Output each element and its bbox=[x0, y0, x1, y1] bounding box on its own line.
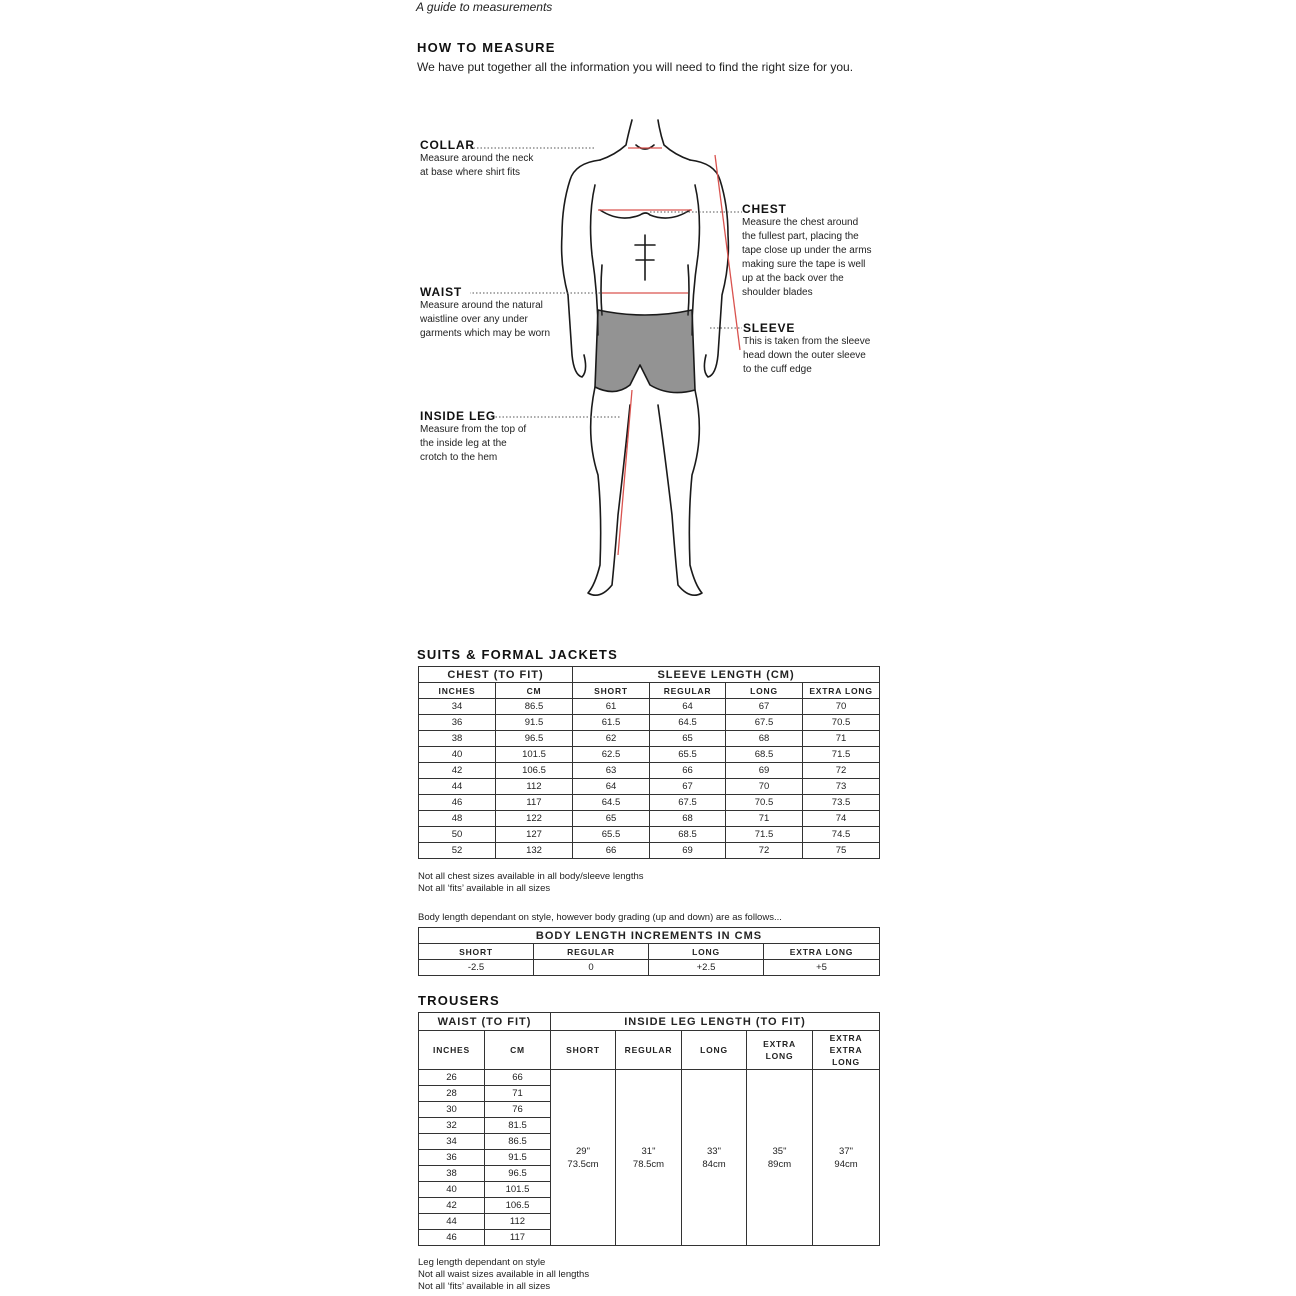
body-length-col-header: REGULAR bbox=[534, 944, 649, 960]
chest-desc-3: tape close up under the arms bbox=[742, 245, 872, 256]
table-cell: 72 bbox=[726, 843, 803, 859]
inside-leg-desc-1: Measure from the top of bbox=[420, 424, 527, 435]
trousers-col-header-line: LONG bbox=[700, 1045, 728, 1055]
table-cell: 69 bbox=[726, 763, 803, 779]
table-cell: 50 bbox=[419, 827, 496, 843]
table-cell: 67.5 bbox=[650, 795, 726, 811]
table-cell: 26 bbox=[419, 1070, 485, 1086]
table-cell: 70.5 bbox=[803, 715, 880, 731]
collar-title: COLLAR bbox=[420, 138, 475, 152]
table-cell: 91.5 bbox=[485, 1150, 551, 1166]
body-length-note: Body length dependant on style, however body grading (up and down) are as follows... bbox=[418, 912, 782, 923]
table-cell: 65.5 bbox=[650, 747, 726, 763]
table-cell: 46 bbox=[419, 795, 496, 811]
waist-desc-2: waistline over any under bbox=[420, 314, 528, 325]
trousers-col-header bbox=[682, 1031, 747, 1070]
trousers-title: TROUSERS bbox=[418, 993, 500, 1008]
leg-length-cm: 84cm bbox=[702, 1158, 726, 1170]
suits-notes bbox=[418, 871, 644, 895]
trousers-note-1: Leg length dependant on style bbox=[418, 1257, 546, 1268]
table-row bbox=[419, 763, 880, 779]
table-cell: 63 bbox=[573, 763, 650, 779]
table-cell: 71.5 bbox=[726, 827, 803, 843]
leg-length-cell bbox=[682, 1070, 747, 1246]
suits-col-header: INCHES bbox=[419, 683, 496, 699]
chest-label bbox=[742, 202, 892, 300]
leg-length-cell bbox=[616, 1070, 682, 1246]
table-cell: 34 bbox=[419, 1134, 485, 1150]
trousers-col-header bbox=[616, 1031, 682, 1070]
table-cell: 66 bbox=[485, 1070, 551, 1086]
table-row bbox=[419, 960, 880, 976]
trousers-col-header-line: EXTRA bbox=[829, 1045, 863, 1055]
suits-col-header: REGULAR bbox=[650, 683, 726, 699]
table-cell: 101.5 bbox=[485, 1182, 551, 1198]
trousers-note-3: Not all ‘fits’ available in all sizes bbox=[418, 1281, 551, 1292]
waist-desc-1: Measure around the natural bbox=[420, 300, 543, 311]
trousers-col-header-line: LONG bbox=[832, 1057, 860, 1067]
chest-desc-1: Measure the chest around bbox=[742, 217, 859, 228]
table-cell: 70 bbox=[726, 779, 803, 795]
table-cell: 42 bbox=[419, 763, 496, 779]
table-cell: 66 bbox=[573, 843, 650, 859]
table-cell: -2.5 bbox=[419, 960, 534, 976]
table-cell: +5 bbox=[764, 960, 880, 976]
table-cell: 65 bbox=[650, 731, 726, 747]
trousers-col-header bbox=[551, 1031, 616, 1070]
inside-leg-title: INSIDE LEG bbox=[420, 409, 497, 423]
table-cell: 64 bbox=[650, 699, 726, 715]
trousers-col-header-line: REGULAR bbox=[624, 1045, 673, 1055]
table-cell: 101.5 bbox=[496, 747, 573, 763]
table-cell: 86.5 bbox=[485, 1134, 551, 1150]
table-cell: 62 bbox=[573, 731, 650, 747]
suits-col-header: CM bbox=[496, 683, 573, 699]
table-cell: 40 bbox=[419, 747, 496, 763]
suits-col-header: LONG bbox=[726, 683, 803, 699]
trousers-group-waist: WAIST (TO FIT) bbox=[419, 1013, 551, 1031]
table-row bbox=[419, 795, 880, 811]
table-cell: 96.5 bbox=[485, 1166, 551, 1182]
leg-length-cm: 94cm bbox=[834, 1158, 858, 1170]
body-length-table bbox=[418, 927, 880, 976]
table-cell: 36 bbox=[419, 1150, 485, 1166]
table-row bbox=[419, 779, 880, 795]
suits-col-header: EXTRA LONG bbox=[803, 683, 880, 699]
table-cell: 64 bbox=[573, 779, 650, 795]
sleeve-desc-2: head down the outer sleeve bbox=[743, 350, 866, 361]
table-cell: 74.5 bbox=[803, 827, 880, 843]
table-cell: 112 bbox=[496, 779, 573, 795]
table-cell: 65.5 bbox=[573, 827, 650, 843]
table-cell: 44 bbox=[419, 1214, 485, 1230]
inside-leg-label bbox=[420, 409, 570, 465]
table-cell: 38 bbox=[419, 1166, 485, 1182]
leg-length-cm: 73.5cm bbox=[567, 1158, 599, 1170]
table-cell: 75 bbox=[803, 843, 880, 859]
table-cell: 48 bbox=[419, 811, 496, 827]
table-cell: 117 bbox=[485, 1230, 551, 1246]
table-cell: 73 bbox=[803, 779, 880, 795]
table-cell: 69 bbox=[650, 843, 726, 859]
table-cell: 71.5 bbox=[803, 747, 880, 763]
trousers-col-header bbox=[813, 1031, 880, 1070]
body-length-col-header: SHORT bbox=[419, 944, 534, 960]
chest-desc-5: up at the back over the bbox=[742, 273, 844, 284]
trousers-size-table bbox=[418, 1012, 880, 1246]
table-cell: 68.5 bbox=[726, 747, 803, 763]
table-cell: 68.5 bbox=[650, 827, 726, 843]
waist-title: WAIST bbox=[420, 285, 462, 299]
table-cell: 42 bbox=[419, 1198, 485, 1214]
table-row bbox=[419, 1070, 880, 1086]
trousers-col-header-line: EXTRA bbox=[763, 1039, 796, 1049]
waist-label bbox=[420, 285, 570, 341]
sleeve-title: SLEEVE bbox=[743, 321, 796, 335]
table-cell: 117 bbox=[496, 795, 573, 811]
table-row bbox=[419, 811, 880, 827]
waist-desc-3: garments which may be worn bbox=[420, 328, 551, 339]
suits-note-1: Not all chest sizes available in all body/sleeve lengths bbox=[418, 871, 644, 882]
page-subtitle: A guide to measurements bbox=[416, 0, 553, 14]
table-cell: 28 bbox=[419, 1086, 485, 1102]
table-cell: 32 bbox=[419, 1118, 485, 1134]
table-cell: 36 bbox=[419, 715, 496, 731]
chest-desc-2: the fullest part, placing the bbox=[742, 231, 859, 242]
trousers-col-header-line: LONG bbox=[765, 1051, 794, 1061]
leg-length-cell bbox=[813, 1070, 880, 1246]
table-cell: 106.5 bbox=[496, 763, 573, 779]
body-length-col-header: LONG bbox=[649, 944, 764, 960]
trousers-col-header-line: CM bbox=[510, 1045, 525, 1055]
table-row bbox=[419, 843, 880, 859]
suits-title: SUITS & FORMAL JACKETS bbox=[417, 647, 618, 662]
collar-label bbox=[420, 138, 570, 180]
suits-col-header: SHORT bbox=[573, 683, 650, 699]
table-cell: 44 bbox=[419, 779, 496, 795]
table-cell: 61.5 bbox=[573, 715, 650, 731]
chest-desc-4: making sure the tape is well bbox=[742, 259, 866, 270]
table-cell: 64.5 bbox=[573, 795, 650, 811]
table-cell: 34 bbox=[419, 699, 496, 715]
table-row bbox=[419, 731, 880, 747]
trousers-col-header-line: EXTRA bbox=[829, 1033, 863, 1043]
table-cell: 65 bbox=[573, 811, 650, 827]
collar-desc-1: Measure around the neck bbox=[420, 153, 534, 164]
suits-size-table bbox=[418, 666, 880, 859]
table-cell: 127 bbox=[496, 827, 573, 843]
table-cell: 52 bbox=[419, 843, 496, 859]
leg-length-inches: 31" bbox=[641, 1145, 656, 1157]
table-cell: 0 bbox=[534, 960, 649, 976]
table-cell: 61 bbox=[573, 699, 650, 715]
suits-group-sleeve: SLEEVE LENGTH (CM) bbox=[573, 667, 880, 683]
table-cell: 68 bbox=[726, 731, 803, 747]
table-cell: 76 bbox=[485, 1102, 551, 1118]
table-cell: 122 bbox=[496, 811, 573, 827]
sleeve-desc-1: This is taken from the sleeve bbox=[743, 336, 871, 347]
trousers-col-header-line: SHORT bbox=[566, 1045, 600, 1055]
page-title: HOW TO MEASURE bbox=[417, 40, 556, 55]
leg-length-inches: 35" bbox=[772, 1145, 787, 1157]
table-cell: 72 bbox=[803, 763, 880, 779]
trousers-col-header bbox=[485, 1031, 551, 1070]
table-cell: +2.5 bbox=[649, 960, 764, 976]
table-cell: 73.5 bbox=[803, 795, 880, 811]
leg-length-inches: 29" bbox=[576, 1145, 590, 1157]
table-row bbox=[419, 699, 880, 715]
chest-title: CHEST bbox=[742, 202, 787, 216]
table-cell: 71 bbox=[803, 731, 880, 747]
table-cell: 91.5 bbox=[496, 715, 573, 731]
table-cell: 96.5 bbox=[496, 731, 573, 747]
leg-length-cm: 78.5cm bbox=[632, 1158, 665, 1170]
table-cell: 67.5 bbox=[726, 715, 803, 731]
table-row bbox=[419, 747, 880, 763]
suits-note-2: Not all ‘fits’ available in all sizes bbox=[418, 883, 551, 894]
table-cell: 67 bbox=[650, 779, 726, 795]
table-cell: 71 bbox=[485, 1086, 551, 1102]
trousers-notes bbox=[418, 1257, 589, 1293]
table-cell: 74 bbox=[803, 811, 880, 827]
table-cell: 112 bbox=[485, 1214, 551, 1230]
table-cell: 86.5 bbox=[496, 699, 573, 715]
table-cell: 70 bbox=[803, 699, 880, 715]
table-cell: 67 bbox=[726, 699, 803, 715]
inside-leg-desc-2: the inside leg at the bbox=[420, 438, 507, 449]
table-cell: 30 bbox=[419, 1102, 485, 1118]
table-cell: 62.5 bbox=[573, 747, 650, 763]
chest-desc-6: shoulder blades bbox=[742, 287, 813, 298]
table-cell: 38 bbox=[419, 731, 496, 747]
table-cell: 64.5 bbox=[650, 715, 726, 731]
table-cell: 68 bbox=[650, 811, 726, 827]
suits-group-chest: CHEST (TO FIT) bbox=[419, 667, 573, 683]
trousers-group-inside-leg: INSIDE LEG LENGTH (TO FIT) bbox=[551, 1013, 880, 1031]
intro-text: We have put together all the information you will need to find the right size for you. bbox=[417, 60, 854, 74]
table-cell: 71 bbox=[726, 811, 803, 827]
body-length-col-header: EXTRA LONG bbox=[764, 944, 880, 960]
leg-length-inches: 33" bbox=[707, 1145, 721, 1157]
table-cell: 132 bbox=[496, 843, 573, 859]
trousers-col-header-line: INCHES bbox=[433, 1045, 470, 1055]
table-cell: 66 bbox=[650, 763, 726, 779]
inside-leg-desc-3: crotch to the hem bbox=[420, 452, 498, 463]
table-row bbox=[419, 827, 880, 843]
leg-length-cm: 89cm bbox=[767, 1158, 792, 1170]
trousers-col-header bbox=[747, 1031, 813, 1070]
leg-length-inches: 37" bbox=[839, 1145, 853, 1157]
table-cell: 70.5 bbox=[726, 795, 803, 811]
table-row bbox=[419, 715, 880, 731]
leg-length-cell bbox=[747, 1070, 813, 1246]
leg-length-cell bbox=[551, 1070, 616, 1246]
trousers-note-2: Not all waist sizes available in all lengths bbox=[418, 1269, 590, 1280]
table-cell: 46 bbox=[419, 1230, 485, 1246]
sleeve-label bbox=[743, 321, 893, 377]
table-cell: 81.5 bbox=[485, 1118, 551, 1134]
collar-desc-2: at base where shirt fits bbox=[420, 167, 521, 178]
body-length-title: BODY LENGTH INCREMENTS IN CMS bbox=[419, 928, 880, 944]
sleeve-desc-3: to the cuff edge bbox=[743, 364, 812, 375]
trousers-col-header bbox=[419, 1031, 485, 1070]
table-cell: 40 bbox=[419, 1182, 485, 1198]
table-cell: 106.5 bbox=[485, 1198, 551, 1214]
